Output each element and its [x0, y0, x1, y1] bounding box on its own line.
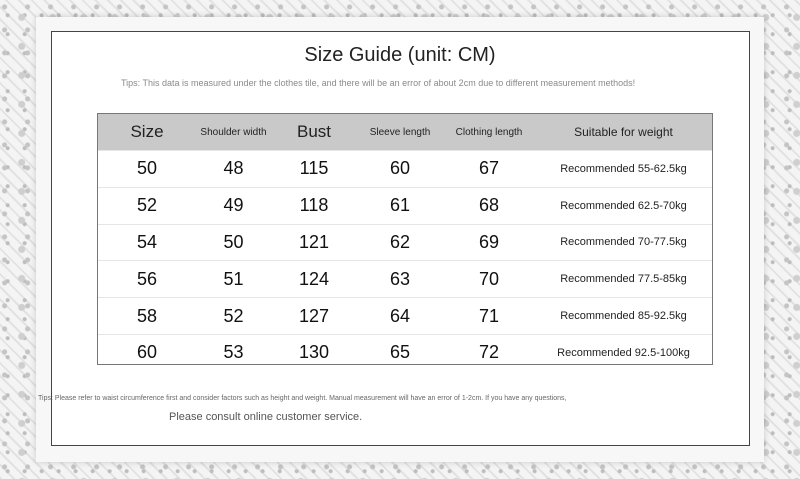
cell-sleeve: 62: [357, 224, 443, 261]
cell-shoulder: 48: [196, 151, 271, 188]
header-sleeve-length: Sleeve length: [357, 114, 443, 151]
table-row: [98, 298, 712, 335]
table-row: [98, 151, 712, 188]
table-row: [98, 187, 712, 224]
size-table: [98, 114, 712, 371]
cell-size: 54: [98, 224, 196, 261]
cell-length: 71: [443, 298, 535, 335]
page-title: Size Guide (unit: CM): [304, 44, 496, 66]
cell-sleeve: 63: [357, 261, 443, 298]
header-shoulder-width: Shoulder width: [196, 114, 271, 151]
cell-weight: Recommended 85-92.5kg: [535, 298, 712, 335]
header-suitable-weight: Suitable for weight: [535, 114, 712, 151]
cell-bust: 127: [271, 298, 357, 335]
cell-bust: 118: [271, 187, 357, 224]
header-bust: Bust: [271, 114, 357, 151]
cell-bust: 121: [271, 224, 357, 261]
table-header-row: [98, 114, 712, 151]
cell-weight: Recommended 92.5-100kg: [535, 334, 712, 370]
cell-size: 58: [98, 298, 196, 335]
header-clothing-length: Clothing length: [443, 114, 535, 151]
cell-weight: Recommended 77.5-85kg: [535, 261, 712, 298]
tips-top: Tips: This data is measured under the clothes tile, and there will be an error of about 2cm due to different measurement methods!: [121, 78, 636, 88]
tips-bottom: Tips: Please refer to waist circumference first and consider factors such as height and weight. Manual measurement will have an error of 1-2cm. If you have any questions,: [38, 395, 567, 402]
table-row: [98, 261, 712, 298]
cell-shoulder: 53: [196, 334, 271, 370]
table-row: [98, 224, 712, 261]
cell-sleeve: 65: [357, 334, 443, 370]
cell-shoulder: 51: [196, 261, 271, 298]
cell-bust: 115: [271, 151, 357, 188]
header-size: Size: [98, 114, 196, 151]
cell-shoulder: 49: [196, 187, 271, 224]
cell-sleeve: 61: [357, 187, 443, 224]
cell-length: 69: [443, 224, 535, 261]
cell-shoulder: 52: [196, 298, 271, 335]
cell-weight: Recommended 62.5-70kg: [535, 187, 712, 224]
size-table-frame: [97, 113, 713, 365]
cell-bust: 130: [271, 334, 357, 370]
cell-size: 50: [98, 151, 196, 188]
cell-shoulder: 50: [196, 224, 271, 261]
cell-size: 52: [98, 187, 196, 224]
cell-sleeve: 64: [357, 298, 443, 335]
cell-bust: 124: [271, 261, 357, 298]
cell-length: 72: [443, 334, 535, 370]
cell-sleeve: 60: [357, 151, 443, 188]
cell-weight: Recommended 70-77.5kg: [535, 224, 712, 261]
cell-length: 68: [443, 187, 535, 224]
cell-length: 67: [443, 151, 535, 188]
cell-size: 56: [98, 261, 196, 298]
consult-note: Please consult online customer service.: [169, 411, 363, 423]
cell-length: 70: [443, 261, 535, 298]
table-row: [98, 334, 712, 370]
cell-size: 60: [98, 334, 196, 370]
cell-weight: Recommended 55-62.5kg: [535, 151, 712, 188]
